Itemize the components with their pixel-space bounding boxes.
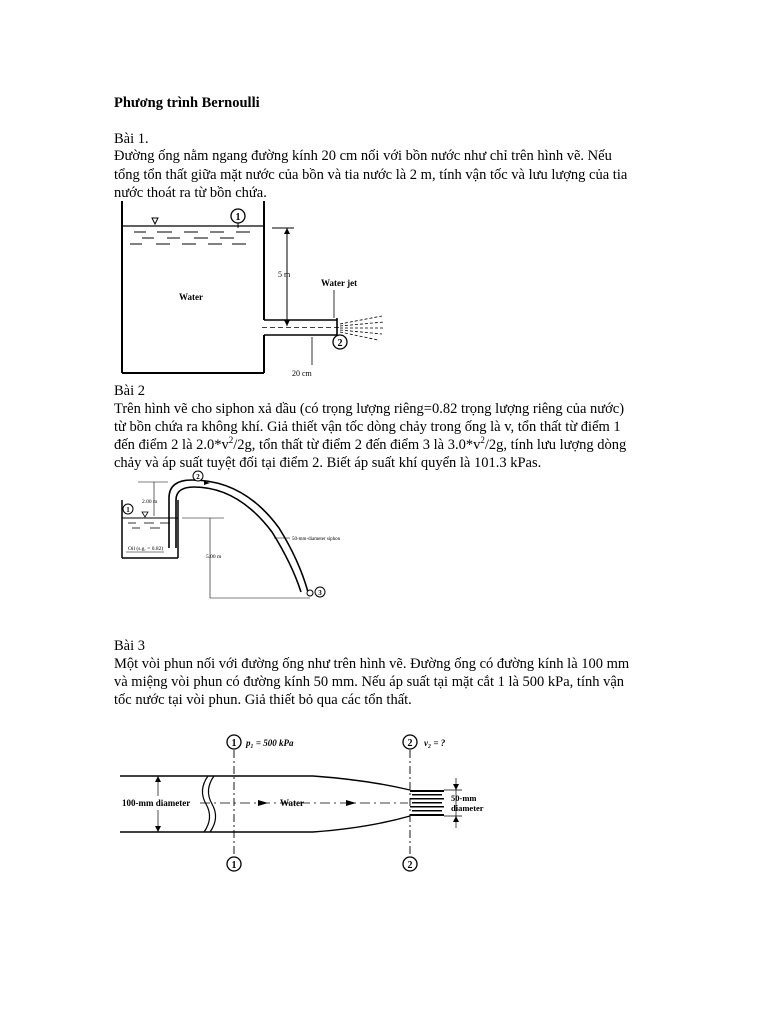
water-label: Water — [280, 798, 304, 808]
superscript: 2 — [228, 435, 234, 446]
problem1-heading: Bài 1. — [114, 131, 149, 147]
section-2-bottom-label: 2 — [407, 860, 413, 871]
nozzle-diameter-label-2: diameter — [451, 803, 484, 813]
point-2-label: 2 — [196, 473, 200, 481]
problem2-line: Trên hình vẽ cho siphon xả dầu (có trọng lượng riêng=0.82 trọng lượng riêng của nước) — [114, 401, 625, 417]
dim-top-label: 2.00 m — [142, 499, 158, 505]
height-label: 5 m — [278, 270, 291, 279]
problem3-line: tốc nước tại vòi phun. Giả thiết bỏ qua các tổn thất. — [114, 692, 412, 708]
problem3-line: và miệng vòi phun có đường kính 50 mm. Nếu áp suất tại mặt cắt 1 là 500 kPa, tính vận — [114, 674, 625, 690]
nozzle-diagram — [118, 728, 498, 878]
water-label: Water — [179, 292, 203, 302]
water-jet-label: Water jet — [321, 278, 358, 288]
problem2-line — [114, 436, 626, 454]
dim-bottom-label: 5.00 m — [206, 554, 222, 560]
problem3-heading: Bài 3 — [114, 638, 146, 654]
p1-label: p₁ = 500 kPa — [246, 738, 294, 748]
problem1-line: nước thoát ra từ bồn chứa. — [114, 185, 267, 201]
point-2-label: 2 — [337, 338, 343, 349]
section-1-bottom-label: 1 — [231, 860, 237, 871]
nozzle-diameter-label-1: 50-mm — [451, 793, 477, 803]
problem2-heading: Bài 2 — [114, 383, 146, 399]
siphon-label: 50-mm-diameter siphon — [292, 537, 341, 542]
point-3-label: 3 — [318, 589, 322, 597]
problem2-line3-part: /2g, tổn thất từ điểm 2 đến điểm 3 là 3.0*v — [233, 437, 481, 453]
section-1-top-label: 1 — [231, 738, 237, 749]
problem2-line3-part: đến điểm 2 là 2.0*v — [114, 437, 229, 453]
problem2-line3-part: /2g, tính lưu lượng dòng — [484, 437, 627, 453]
problem1-line: Đường ống nằm ngang đường kính 20 cm nối với bồn nước như chỉ trên hình vẽ. Nếu — [114, 148, 612, 164]
oil-label: Oil (s.g. = 0.82) — [128, 546, 164, 552]
point-1-label: 1 — [235, 212, 241, 223]
pipe-diameter-label: 100-mm diameter — [122, 798, 191, 808]
section-2-top-label: 2 — [407, 738, 413, 749]
superscript: 2 — [480, 435, 485, 446]
diameter-label: 20 cm — [292, 369, 312, 378]
point-1-label: 1 — [126, 506, 130, 514]
tank-diagram — [112, 198, 402, 378]
problem2-line: chảy và áp suất tuyệt đối tại điểm 2. Biết áp suất khí quyển là 101.3 kPas. — [114, 455, 542, 471]
siphon-diagram — [114, 470, 364, 605]
page-title: Phương trình Bernoulli — [114, 95, 260, 111]
problem1-line: tổng tổn thất giữa mặt nước của bồn và tia nước là 2 m, tính vận tốc và lưu lượng của tia — [114, 167, 628, 183]
problem3-line: Một vòi phun nối với đường ống như trên hình vẽ. Đường ống có đường kính là 100 mm — [114, 656, 630, 672]
problem2-line: từ bồn chứa ra không khí. Giả thiết vận tốc dòng chảy trong ống là v, tổn thất từ điểm 1 — [114, 419, 621, 435]
v2-label: v₂ = ? — [424, 738, 446, 748]
